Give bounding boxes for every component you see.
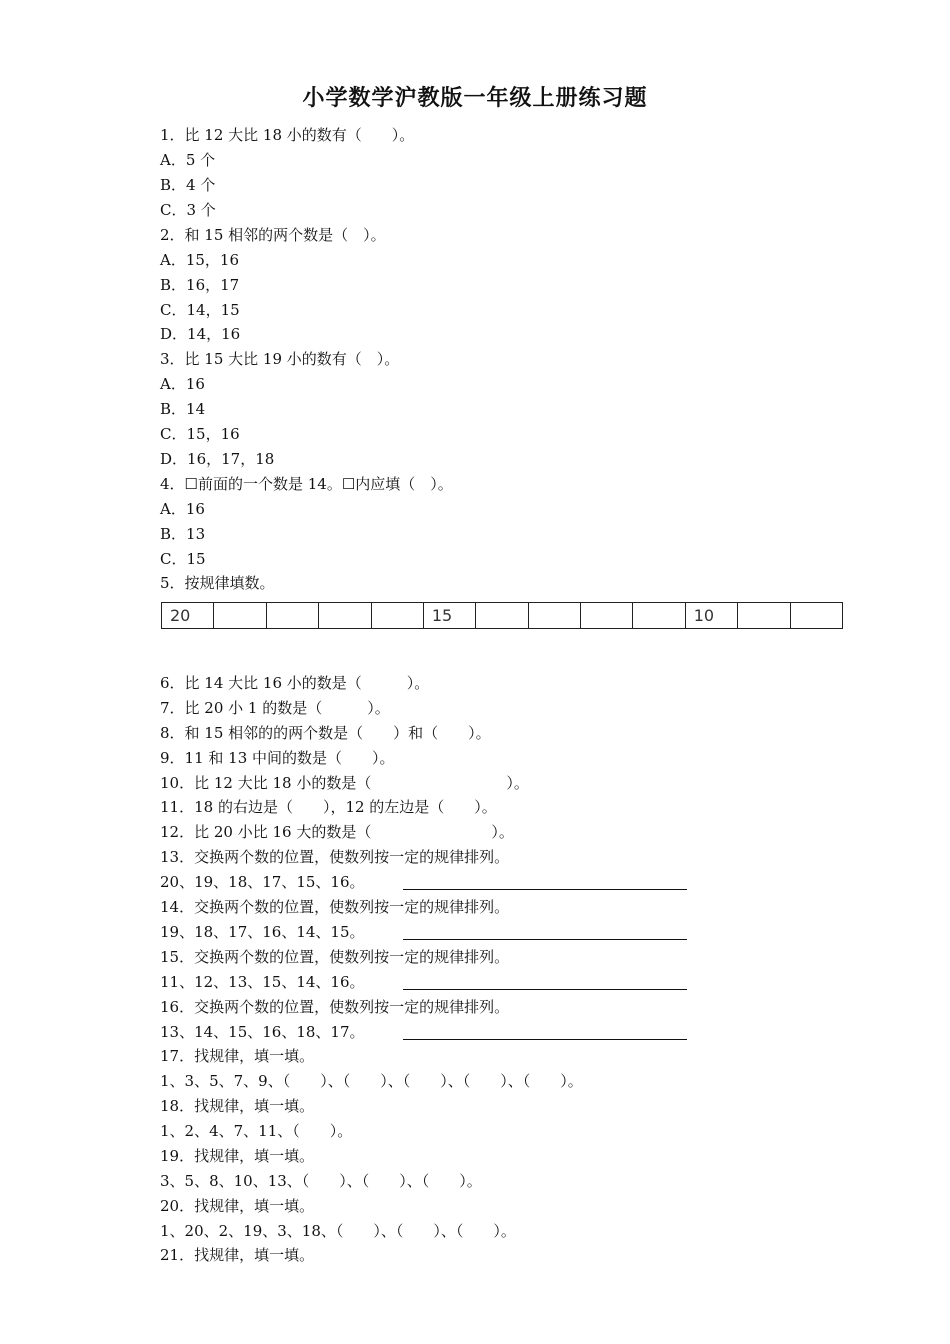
sequence-cell[interactable]: 10 [685,603,737,629]
q17-sequence: 1、3、5、7、9、（ ）、（ ）、（ ）、（ ）、（ ）。 [160,1072,583,1090]
q2-option-d: D．14，16 [160,325,241,343]
q11-stem: 11．18 的右边是（ ），12 的左边是（ ）。 [160,798,497,816]
q13-sequence: 20、19、18、17、15、16。 [160,873,365,891]
q15-sequence: 11、12、13、15、14、16。 [160,973,365,991]
page-title: 小学数学沪教版一年级上册练习题 [302,86,648,111]
q14-stem: 14．交换两个数的位置，使数列按一定的规律排列。 [160,898,510,916]
q1-option-a: A．5 个 [160,151,216,169]
sequence-cell[interactable] [581,603,633,629]
q2-stem: 2．和 15 相邻的两个数是（ ）。 [160,226,386,244]
q12-stem: 12．比 20 小比 16 大的数是（ ）。 [160,823,514,841]
q16-stem: 16．交换两个数的位置，使数列按一定的规律排列。 [160,998,510,1016]
q3-stem: 3．比 15 大比 19 小的数有（ ）。 [160,350,400,368]
q1-option-b: B．4 个 [160,176,216,194]
sequence-cell[interactable] [319,603,371,629]
q5-stem: 5．按规律填数。 [160,574,275,592]
q4-stem: 4．☐前面的一个数是 14。☐内应填（ ）。 [160,475,453,493]
q18-stem: 18．找规律，填一填。 [160,1097,315,1115]
q18-sequence: 1、2、4、7、11、（ ）。 [160,1122,353,1140]
q2-option-c: C．14，15 [160,301,240,319]
sequence-cell[interactable] [528,603,580,629]
q1-option-c: C．3 个 [160,201,216,219]
q16-sequence: 13、14、15、16、18、17。 [160,1023,365,1041]
q7-stem: 7．比 20 小 1 的数是（ ）。 [160,699,390,717]
q3-option-d: D．16，17，18 [160,450,275,468]
q4-option-c: C．15 [160,550,206,568]
q10-stem: 10．比 12 大比 18 小的数是（ ）。 [160,774,529,792]
sequence-cell[interactable]: 15 [423,603,475,629]
q3-option-c: C．15，16 [160,425,240,443]
q19-sequence: 3、5、8、10、13、（ ）、（ ）、（ ）。 [160,1172,482,1190]
q2-option-b: B．16，17 [160,276,240,294]
q13-answer-line[interactable] [403,889,687,890]
q9-stem: 9．11 和 13 中间的数是（ ）。 [160,749,395,767]
sequence-cell[interactable] [371,603,423,629]
q21-stem: 21．找规律，填一填。 [160,1246,315,1264]
q15-stem: 15．交换两个数的位置，使数列按一定的规律排列。 [160,948,510,966]
q2-option-a: A．15，16 [160,251,240,269]
q17-stem: 17．找规律，填一填。 [160,1047,315,1065]
sequence-cell[interactable] [476,603,528,629]
q16-answer-line[interactable] [403,1039,687,1040]
q3-option-b: B．14 [160,400,206,418]
q14-answer-line[interactable] [403,939,687,940]
sequence-cell[interactable]: 20 [162,603,214,629]
q6-stem: 6．比 14 大比 16 小的数是（ ）。 [160,674,430,692]
sequence-table [161,602,843,629]
q8-stem: 8．和 15 相邻的的两个数是（ ）和（ ）。 [160,724,491,742]
sequence-cell[interactable] [214,603,266,629]
q19-stem: 19．找规律，填一填。 [160,1147,315,1165]
sequence-cell[interactable] [790,603,843,629]
q15-answer-line[interactable] [403,989,687,990]
q3-option-a: A．16 [160,375,205,393]
q4-option-a: A．16 [160,500,205,518]
q20-sequence: 1、20、2、19、3、18、（ ）、（ ）、（ ）。 [160,1222,516,1240]
sequence-cell[interactable] [738,603,790,629]
q13-stem: 13．交换两个数的位置，使数列按一定的规律排列。 [160,848,510,866]
q20-stem: 20．找规律，填一填。 [160,1197,315,1215]
sequence-cell[interactable] [266,603,318,629]
q1-stem: 1．比 12 大比 18 小的数有（ ）。 [160,126,415,144]
q4-option-b: B．13 [160,525,206,543]
sequence-cell[interactable] [633,603,685,629]
q14-sequence: 19、18、17、16、14、15。 [160,923,365,941]
